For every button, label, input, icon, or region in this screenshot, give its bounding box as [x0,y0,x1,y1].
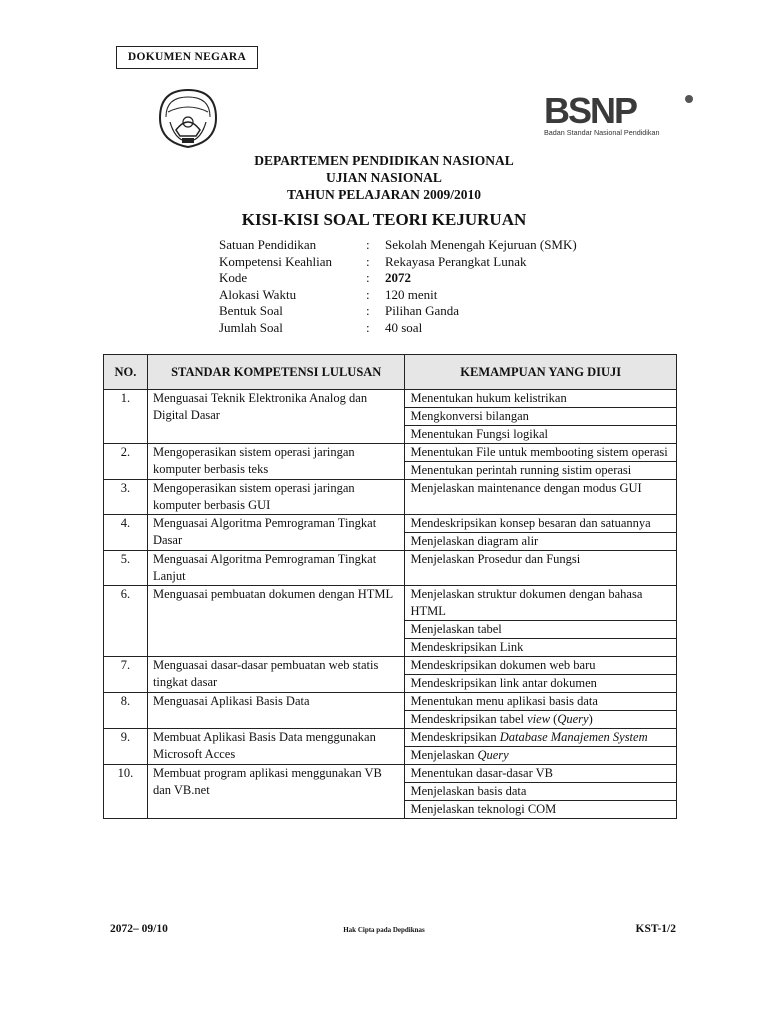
info-row [219,303,577,320]
footer-code: 2072– 09/10 [110,923,168,935]
competency-table [103,354,677,819]
header-skl: STANDAR KOMPETENSI LULUSAN [147,355,405,390]
row-competency: Menguasai dasar-dasar pembuatan web statis tingkat dasar [147,657,405,693]
info-label: Satuan Pendidikan [219,237,317,252]
svg-text:BSNP: BSNP [544,93,637,131]
row-number: 5. [104,551,148,586]
row-ability: Menjelaskan struktur dokumen dengan bahasa HTML [405,586,677,621]
table-row [104,480,677,515]
table-row [104,765,677,783]
footer-page: KST-1/2 [635,923,676,935]
bsnp-logo [542,93,702,139]
table-row [104,657,677,675]
table-row [104,586,677,621]
table-row [104,390,677,408]
row-ability: Menjelaskan teknologi COM [405,801,677,819]
row-ability: Mendeskripsikan tabel view (Query) [405,711,677,729]
row-ability: Menentukan perintah running sistim operasi [405,462,677,480]
row-ability: Mendeskripsikan Database Manajemen System [405,729,677,747]
exam-info [219,237,577,337]
info-value: 120 menit [385,286,438,302]
info-label: Jumlah Soal [219,319,283,335]
header-academic-year: TAHUN PELAJARAN 2009/2010 [286,187,481,202]
row-number: 6. [104,586,148,657]
row-ability: Mendeskripsikan konsep besaran dan satuannya [405,515,677,533]
row-number: 9. [104,729,148,765]
table-row [104,729,677,747]
row-ability: Menentukan File untuk membooting sistem operasi [405,444,677,462]
row-ability: Mendeskripsikan Link [405,639,677,657]
header-kemampuan: KEMAMPUAN YANG DIUJI [405,355,677,390]
row-number: 10. [104,765,148,819]
document-classification-stamp: DOKUMEN NEGARA [116,46,258,69]
row-competency: Membuat Aplikasi Basis Data menggunakan Microsoft Acces [147,729,405,765]
info-value: Sekolah Menengah Kejuruan (SMK) [385,237,577,252]
info-separator: : [366,253,370,269]
table-row [104,551,677,586]
document-title: KISI-KISI SOAL TEORI KEJURUAN [241,210,527,229]
row-number: 4. [104,515,148,551]
info-separator: : [366,237,370,252]
header-exam: UJIAN NASIONAL [326,170,442,185]
row-competency: Menguasai pembuatan dokumen dengan HTML [147,586,405,657]
info-value: Rekayasa Perangkat Lunak [385,253,527,269]
info-separator: : [366,303,370,319]
info-value: 40 soal [385,319,423,335]
info-value: 2072 [385,270,411,286]
row-ability: Menjelaskan diagram alir [405,533,677,551]
header-no: NO. [104,355,148,390]
row-number: 1. [104,390,148,444]
info-separator: : [366,286,370,302]
table-row [104,444,677,462]
row-competency: Menguasai Teknik Elektronika Analog dan Digital Dasar [147,390,405,444]
row-ability: Menjelaskan Prosedur dan Fungsi [405,551,677,586]
row-ability: Menentukan Fungsi logikal [405,426,677,444]
info-label: Alokasi Waktu [219,286,297,302]
header-ministry: DEPARTEMEN PENDIDIKAN NASIONAL [254,153,514,168]
row-ability: Mengkonversi bilangan [405,408,677,426]
footer-copyright: Hak Cipta pada Depdiknas [343,926,425,934]
info-label: Kompetensi Keahlian [219,253,332,269]
row-number: 8. [104,693,148,729]
info-separator: : [366,319,370,335]
row-ability: Mendeskripsikan link antar dokumen [405,675,677,693]
info-label: Kode [219,270,248,286]
info-row [219,254,577,271]
row-ability: Menjelaskan basis data [405,783,677,801]
row-competency: Menguasai Aplikasi Basis Data [147,693,405,729]
table-row [104,515,677,533]
info-label: Bentuk Soal [219,303,283,319]
table-row [104,693,677,711]
row-competency: Membuat program aplikasi menggunakan VB dan VB.net [147,765,405,819]
row-ability: Menjelaskan Query [405,747,677,765]
row-competency: Menguasai Algoritma Pemrograman Tingkat Lanjut [147,551,405,586]
svg-text:Badan Standar Nasional Pendidi: Badan Standar Nasional Pendidikan [544,128,660,137]
row-ability: Menentukan hukum kelistrikan [405,390,677,408]
info-separator: : [366,270,370,286]
row-competency: Menguasai Algoritma Pemrograman Tingkat Dasar [147,515,405,551]
info-value: Pilihan Ganda [385,303,460,319]
info-row [219,237,577,254]
info-row [219,320,577,337]
row-number: 2. [104,444,148,480]
info-row [219,270,577,287]
row-ability: Menentukan dasar-dasar VB [405,765,677,783]
row-competency: Mengoperasikan sistem operasi jaringan komputer berbasis teks [147,444,405,480]
tut-wuri-handayani-emblem [150,84,226,150]
row-ability: Menentukan menu aplikasi basis data [405,693,677,711]
info-row [219,287,577,304]
row-ability: Menjelaskan tabel [405,621,677,639]
table-header-row [104,355,677,390]
row-competency: Mengoperasikan sistem operasi jaringan komputer berbasis GUI [147,480,405,515]
row-number: 7. [104,657,148,693]
row-ability: Mendeskripsikan dokumen web baru [405,657,677,675]
row-ability: Menjelaskan maintenance dengan modus GUI [405,480,677,515]
row-number: 3. [104,480,148,515]
